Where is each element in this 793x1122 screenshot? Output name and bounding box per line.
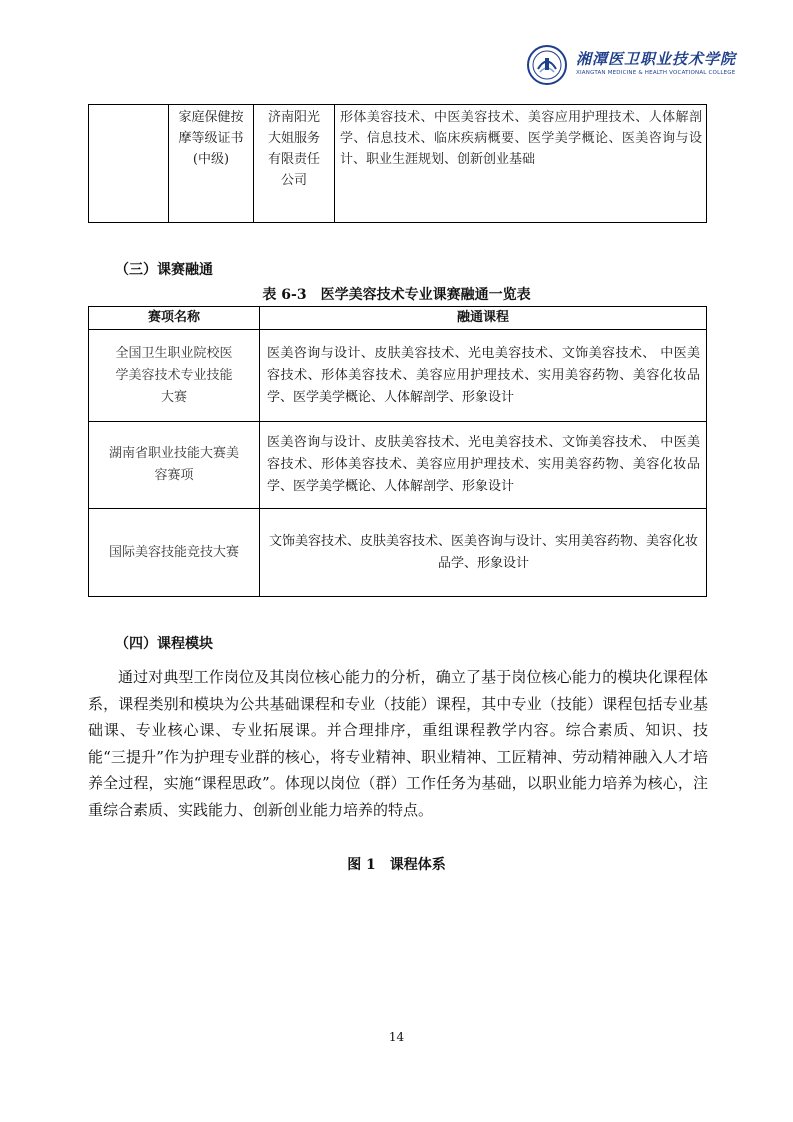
cert-cell-empty	[89, 105, 169, 223]
competition-name-cell	[89, 422, 260, 509]
competition-name: 湖南省职业技能大赛美容赛项	[109, 446, 240, 483]
competition-name: 全国卫生职业院校医学美容技术专业技能大赛	[115, 345, 233, 405]
table-row	[89, 422, 707, 509]
college-logo	[526, 44, 737, 88]
competition-courses: 文饰美容技术、皮肤美容技术、医美咨询与设计、实用美容药物、美容化妆品学、形象设计	[260, 509, 707, 597]
table-row	[89, 105, 707, 223]
table-caption: 表 6-3 医学美容技术专业课赛融通一览表	[262, 287, 531, 303]
college-emblem-icon	[526, 44, 568, 86]
logo-english-name: XIANGTAN MEDICINE & HEALTH VOCATIONAL COLLEGE	[576, 70, 736, 76]
competition-courses: 医美咨询与设计、皮肤美容技术、光电美容技术、文饰美容技术、 中医美容技术、形体美容技术、美容应用护理技术、实用美容药物、美容化妆品学、医学美学概论、人体解剖学、形象设计	[260, 422, 707, 509]
certificate-table	[88, 104, 707, 223]
table-row	[89, 330, 707, 422]
cert-courses-cell: 形体美容技术、中医美容技术、美容应用护理技术、人体解剖学、信息技术、临床疾病概要、医学美学概论、医美咨询与设计、职业生涯规划、创新创业基础	[335, 105, 707, 223]
cert-name-cell	[169, 105, 254, 223]
section-heading-competition: （三）课赛融通	[115, 262, 213, 278]
paragraph-text: 通过对典型工作岗位及其岗位核心能力的分析，确立了基于岗位核心能力的模块化课程体系，课程类别和模块为公共基础课程和专业（技能）课程，其中专业（技能）课程包括专业基础课、专业核心课、专业拓展课。并合理排序，重组课程教学内容。综合素质、知识、技能“三提升”作为护理专业群的核心，将专业精神、职业精神、工匠精神、劳动精神融入人才培养全过程，实施“课程思政”。体现以岗位（群）工作任务为基础，以职业能力培养为核心，注重综合素质、实践能力、创新创业能力培养的特点。	[88, 668, 708, 819]
logo-chinese-name: 湘潭医卫职业技术学院	[576, 50, 737, 68]
competition-table	[88, 306, 707, 597]
competition-name: 国际美容技能竞技大赛	[89, 509, 260, 597]
section-heading-modules: （四）课程模块	[115, 636, 213, 652]
cert-name: 家庭保健按摩等级证书(中级)	[178, 110, 244, 167]
competition-name-cell	[89, 330, 260, 422]
column-header-courses: 融通课程	[260, 307, 707, 330]
cert-issuer-cell	[254, 105, 335, 223]
column-header-competition: 赛项名称	[89, 307, 260, 330]
table-row	[89, 509, 707, 597]
figure-caption: 图 1 课程体系	[347, 857, 446, 873]
table-header-row	[89, 307, 707, 330]
cert-issuer: 济南阳光大姐服务有限责任公司	[267, 110, 320, 188]
body-paragraph	[88, 664, 708, 823]
competition-courses: 医美咨询与设计、皮肤美容技术、光电美容技术、文饰美容技术、 中医美容技术、形体美容技术、美容应用护理技术、实用美容药物、美容化妆品学、医学美学概论、人体解剖学、形象设计	[260, 330, 707, 422]
page-number: 14	[388, 1030, 405, 1044]
